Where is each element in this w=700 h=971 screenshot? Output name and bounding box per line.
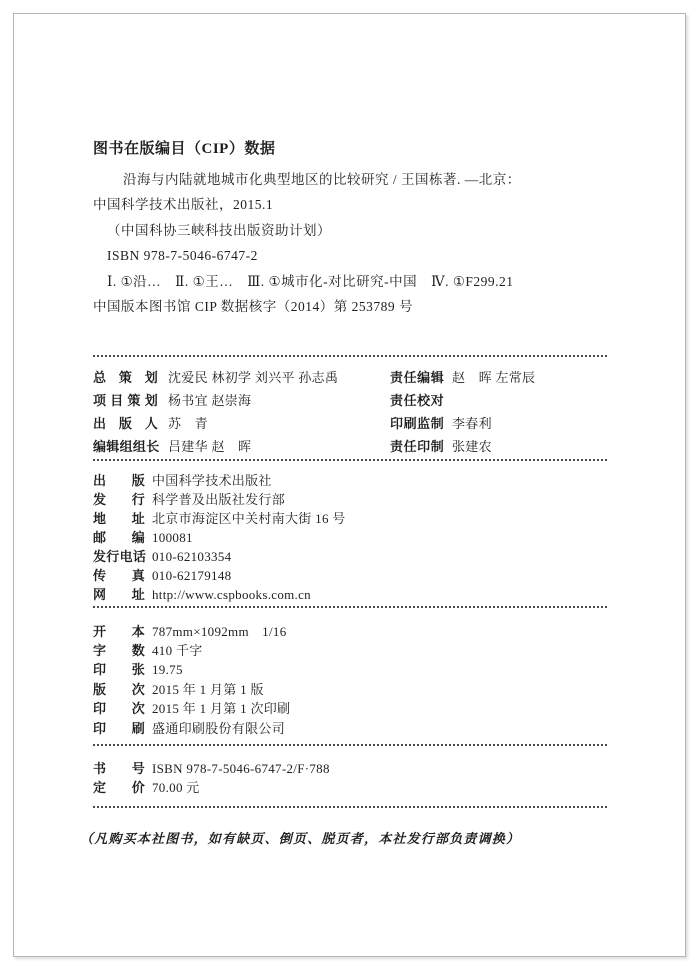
info-row <box>93 759 607 778</box>
field-value: 中国科学技术出版社 <box>152 472 272 488</box>
field-value: 吕建华 赵 晖 <box>168 438 252 454</box>
field-label: 发行 <box>93 491 145 507</box>
publisher-info-section <box>93 461 607 606</box>
cip-isbn-line: ISBN 978-7-5046-6747-2 <box>107 248 258 264</box>
field-value: 010-62179148 <box>152 567 232 583</box>
field-value: 苏 青 <box>168 416 208 432</box>
field-label: 字数 <box>93 643 145 659</box>
field-label: 发行电话 <box>93 548 147 564</box>
cip-record-number-line: 中国版本图书馆 CIP 数据核字（2014）第 253789 号 <box>93 299 414 315</box>
field-label: 责任校对 <box>390 393 444 409</box>
field-value: 2015 年 1 月第 1 版 <box>152 681 264 697</box>
info-row <box>93 622 607 641</box>
cip-series-line: （中国科协三峡科技出版资助计划） <box>107 222 331 238</box>
field-label: 印张 <box>93 662 145 678</box>
isbn-price-section <box>93 746 607 806</box>
field-label: 出版 <box>93 472 145 488</box>
website-url: http://www.cspbooks.com.cn <box>152 586 311 602</box>
dotted-divider <box>93 806 607 808</box>
cip-title-line: 沿海与内陆就地城市化典型地区的比较研究 / 王国栋著. —北京： <box>123 172 521 187</box>
staff-row <box>93 367 607 390</box>
info-row <box>93 509 607 528</box>
field-value: 盛通印刷股份有限公司 <box>152 720 286 736</box>
info-row <box>93 641 607 660</box>
print-format-section <box>93 608 607 744</box>
field-label: 印刷监制 <box>390 416 444 432</box>
field-label: 传真 <box>93 567 145 583</box>
field-label: 责任编辑 <box>390 370 444 386</box>
page-content <box>80 14 607 847</box>
field-label: 版次 <box>93 681 145 697</box>
staff-row <box>93 413 607 436</box>
info-row <box>93 490 607 509</box>
cip-publisher-line: 中国科学技术出版社，2015.1 <box>93 197 274 213</box>
info-row <box>93 471 607 490</box>
field-value: 100081 <box>152 529 193 545</box>
staff-row <box>93 390 607 413</box>
info-row <box>93 585 607 604</box>
book-number-value: ISBN 978-7-5046-6747-2/F·788 <box>152 761 330 777</box>
field-value: 2015 年 1 月第 1 次印刷 <box>152 701 291 717</box>
field-label: 地址 <box>93 510 145 526</box>
info-row <box>93 719 607 738</box>
field-value: 科学普及出版社发行部 <box>152 491 286 507</box>
staff-credits-section <box>93 357 607 458</box>
staff-row <box>93 436 607 459</box>
field-label: 责任印制 <box>390 438 444 454</box>
field-value: 19.75 <box>152 662 183 678</box>
replacement-policy-note: （凡购买本社图书，如有缺页、倒页、脱页者，本社发行部负责调换） <box>80 830 521 846</box>
field-value: 010-62103354 <box>152 548 232 564</box>
field-label: 出版人 <box>93 416 158 432</box>
book-copyright-page <box>13 13 686 957</box>
cip-classification-line: Ⅰ. ①沿… Ⅱ. ①王… Ⅲ. ①城市化-对比研究-中国 Ⅳ. ①F299.21 <box>107 273 514 289</box>
field-label: 印刷 <box>93 720 145 736</box>
price-value: 70.00 元 <box>152 780 200 796</box>
field-label: 开本 <box>93 623 145 639</box>
field-label: 定价 <box>93 780 145 796</box>
info-row <box>93 680 607 699</box>
field-value: 北京市海淀区中关村南大街 16 号 <box>152 510 346 526</box>
field-value: 张建农 <box>452 438 492 454</box>
field-value: 沈爱民 林初学 刘兴平 孙志禹 <box>168 370 339 386</box>
field-label: 网址 <box>93 586 145 602</box>
info-row <box>93 699 607 718</box>
info-row <box>93 547 607 566</box>
field-label: 书号 <box>93 761 145 777</box>
info-row <box>93 566 607 585</box>
info-row <box>93 660 607 679</box>
cip-heading: 图书在版编目（CIP）数据 <box>93 141 276 157</box>
cip-data-block <box>93 167 607 319</box>
field-value: 杨书宜 赵崇海 <box>168 393 252 409</box>
field-value: 410 千字 <box>152 643 203 659</box>
info-row <box>93 778 607 797</box>
info-row <box>93 528 607 547</box>
field-label: 项目策划 <box>93 393 158 409</box>
field-label: 总策划 <box>93 370 158 386</box>
field-label: 印次 <box>93 701 145 717</box>
field-value: 李春利 <box>452 416 492 432</box>
field-label: 邮编 <box>93 529 145 545</box>
field-value: 赵 晖 左常辰 <box>452 370 536 386</box>
field-value: 787mm×1092mm 1/16 <box>152 623 287 639</box>
field-label: 编辑组组长 <box>93 438 160 454</box>
